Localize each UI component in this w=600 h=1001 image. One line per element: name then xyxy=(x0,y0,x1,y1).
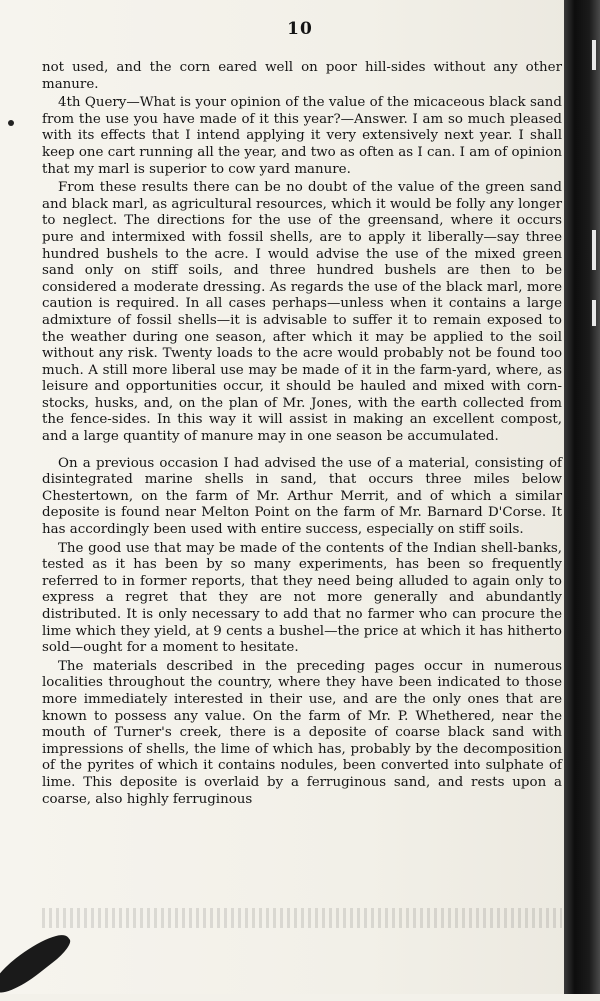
edge-mark xyxy=(592,300,596,326)
bleed-through-line xyxy=(42,908,562,928)
paragraph: not used, and the corn eared well on poor hill-sides without any other manure. xyxy=(42,60,562,92)
body-text xyxy=(42,60,562,810)
paragraph: 4th Query—What is your opinion of the value of the micaceous black sand from the use you have made of it this year?—Answer. I am so much pleased with its effects that I intend applying it very extensively next year. I shall keep one cart running all the year, and two as often as I can. I am of opinion that my marl is superior to cow yard manure. xyxy=(42,95,562,177)
paragraph: The materials described in the preceding pages occur in numerous localities throughout the country, where they have been indicated to those more immediately interested in their use, and are the only ones that are known to possess any value. On the farm of Mr. P. Whethered, near the mouth of Turner's creek, there is a deposite of coarse black sand with impressions of shells, the lime of which has, probably by the decomposition of the pyrites of which it contains nodules, been converted into sulphate of lime. This deposite is overlaid by a ferruginous sand, and rests upon a coarse, also highly ferruginous xyxy=(42,658,562,807)
page-number: 10 xyxy=(287,19,313,39)
paragraph: On a previous occasion I had advised the use of a material, consisting of disintegrated marine shells in sand, that occurs three miles below Chestertown, on the farm of Mr. Arthur Merrit, and of which a similar deposite is found near Melton Point on the farm of Mr. Barnard D'Corse. It has accordingly been used with entire success, especially on stiff soils. xyxy=(42,455,562,538)
paragraph: From these results there can be no doubt of the value of the green sand and black marl, as agricultural resources, which it would be folly any longer to neglect. The directions for the use of the greensand, where it occurs pure and intermixed with fossil shells, are to apply it liberally—say three hundred bushels to the acre. I would advise the use of the mixed green sand only on stiff soils, and three hundred bushels are then to be considered a moderate dressing. As regards the use of the black marl, more caution is required. In all cases perhaps—unless when it contains a large admixture of fossil shells—it is advisable to suffer it to remain exposed to the weather during one season, after which it may be applied to the soil without any risk. Twenty loads to the acre would probably not be found too much. A still more liberal use may be made of it in the farm-yard, where, as leisure and opportunities occur, it should be hauled and mixed with corn-stocks, husks, and, on the plan of Mr. Jones, with the earth collected from the fence-sides. In this way it will assist in making an excellent compost, and a large quantity of manure may in one season be accumulated. xyxy=(42,180,562,445)
paragraph: The good use that may be made of the contents of the Indian shell-banks, tested as it has been by so many experiments, has been so frequently referred to in former reports, that they need being alluded to again only to express a regret that they are not more generally and abundantly distributed. It is only necessary to add that no farmer who can procure the lime which they yield, at 9 cents a bushel—the price at which it has hitherto sold—ought for a moment to hesitate. xyxy=(42,540,562,656)
edge-mark xyxy=(592,40,596,70)
corner-smudge xyxy=(0,925,74,1001)
binding-edge xyxy=(564,0,600,994)
ink-dot xyxy=(8,120,14,126)
edge-mark xyxy=(592,230,596,270)
